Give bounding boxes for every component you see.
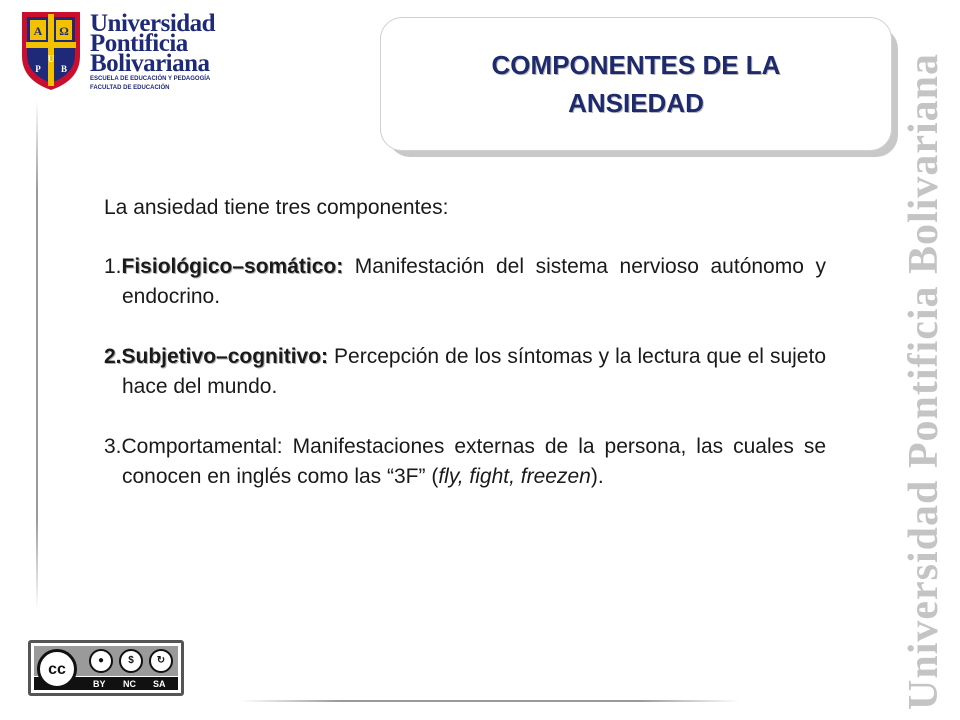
logo-line-3: Bolivariana (90, 50, 210, 77)
list-item-1 (104, 252, 826, 312)
item-3-tail: ). (590, 465, 604, 488)
intro-text: La ansiedad tiene tres componentes: (104, 196, 449, 219)
university-shield-icon (18, 6, 84, 92)
item-1-number: 1. (104, 255, 122, 278)
item-3-italic: fly, fight, freezen (438, 465, 591, 488)
license-badge (28, 640, 184, 696)
noncommercial-icon: $ (119, 649, 143, 673)
slide-title: COMPONENTES DE LA ANSIEDAD (491, 50, 781, 118)
logo-line-2: Pontificia (90, 30, 188, 57)
item-3-term: Comportamental: (121, 435, 283, 458)
frame-left-line (36, 100, 38, 610)
item-3-number: 3. (104, 435, 122, 458)
slide-content (104, 194, 826, 522)
item-2-number: 2. (104, 345, 122, 368)
logo-line-1: Universidad (90, 10, 216, 37)
title-box-panel (380, 17, 892, 151)
item-2-term: Subjetivo–cognitivo: (121, 345, 329, 368)
sharealike-icon: ↻ (149, 649, 173, 673)
svg-text:B: B (60, 64, 68, 74)
university-logo (18, 6, 258, 98)
frame-bottom-line (240, 700, 740, 702)
item-2-text: Percepción de los síntomas y la lectura que el sujeto hace del mundo. (122, 345, 826, 398)
svg-text:U: U (47, 54, 55, 64)
watermark-text: Universidad Pontificia Bolivariana (901, 52, 947, 710)
logo-subtitle-1: ESCUELA DE EDUCACIÓN Y PEDAGOGÍA (90, 76, 211, 82)
cc-icon: cc (37, 649, 77, 689)
list-item-2 (104, 342, 826, 402)
item-1-text: Manifestación del sistema nervioso autónomo y endocrino. (122, 255, 826, 308)
logo-text (90, 10, 216, 92)
license-label-nc: NC (123, 679, 136, 689)
title-box (380, 17, 892, 151)
svg-text:P: P (35, 64, 41, 74)
license-label-by: BY (93, 679, 106, 689)
item-1-term: Fisiológico–somático: (121, 255, 344, 278)
svg-text:A: A (33, 24, 43, 38)
license-label-sa: SA (153, 679, 166, 689)
svg-text:Ω: Ω (59, 24, 69, 38)
list-item-3 (104, 432, 826, 492)
logo-subtitle-2: FACULTAD DE EDUCACIÓN (90, 85, 170, 91)
item-3-text: Manifestaciones externas de la persona, las cuales se conocen en inglés como las “3F” ( (122, 435, 826, 488)
attribution-icon: ● (89, 649, 113, 673)
